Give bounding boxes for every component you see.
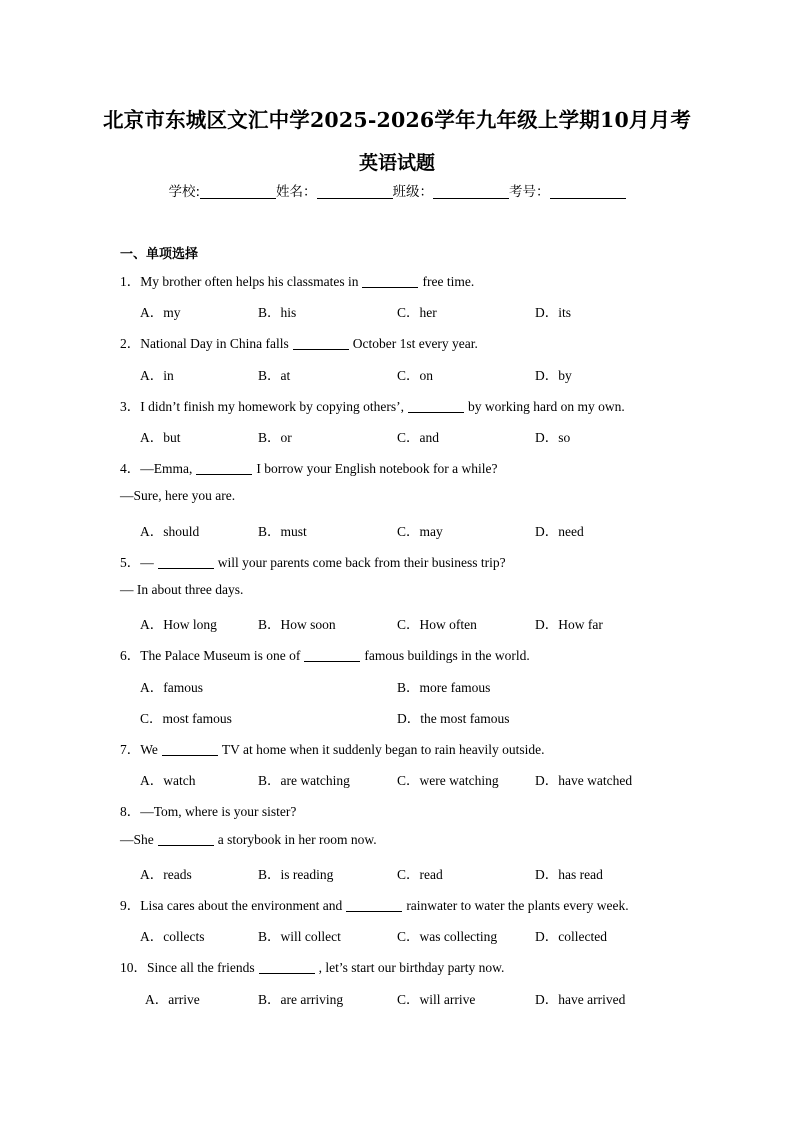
option-d[interactable]: D．How far (535, 617, 603, 632)
answer-blank[interactable] (293, 337, 349, 350)
question-number: 3． (120, 399, 141, 414)
question-number: 5． (120, 555, 141, 570)
question-text: October 1st every year. (352, 336, 478, 351)
answer-blank[interactable] (162, 743, 218, 756)
question-3 (120, 395, 625, 415)
option-b[interactable]: B．How soon (258, 617, 336, 632)
student-info-line (0, 180, 794, 200)
option-c[interactable]: C．her (397, 305, 437, 320)
question-text: TV at home when it suddenly began to rain heavily outside. (221, 742, 545, 757)
option-a[interactable]: A．in (140, 368, 174, 383)
option-c[interactable]: C．and (397, 430, 439, 445)
option-b[interactable]: B．his (258, 305, 297, 320)
school-blank[interactable] (200, 184, 276, 199)
question-text: We (140, 742, 158, 757)
question-text: will your parents come back from their business trip? (217, 555, 506, 570)
question-text: famous buildings in the world. (364, 648, 530, 663)
question-text: by working hard on my own. (467, 399, 625, 414)
answer-blank[interactable] (362, 275, 418, 288)
option-a[interactable]: A．my (140, 305, 181, 320)
option-a[interactable]: A．should (140, 524, 200, 539)
question-text: — (140, 555, 154, 570)
question-text: I borrow your English notebook for a while? (256, 461, 498, 476)
question-2 (120, 332, 478, 352)
question-number: 4． (120, 461, 141, 476)
question-number: 2． (120, 336, 141, 351)
option-a[interactable]: A．reads (140, 867, 192, 882)
question-number: 10． (120, 960, 147, 975)
option-c[interactable]: C．on (397, 368, 434, 383)
option-d[interactable]: D．its (535, 305, 572, 320)
question-text: —Tom, where is your sister? (140, 804, 297, 819)
answer-blank[interactable] (196, 462, 252, 475)
class-label: 班级： (392, 184, 434, 200)
question-text: National Day in China falls (140, 336, 289, 351)
option-a[interactable]: A．but (140, 430, 181, 445)
question-text: —She (120, 832, 154, 847)
option-a[interactable]: A．watch (140, 773, 196, 788)
answer-blank[interactable] (346, 899, 402, 912)
option-b[interactable]: B．must (258, 524, 307, 539)
exam-title: 北京市东城区文汇中学2025-2026学年九年级上学期10月月考 (102, 108, 692, 132)
option-a[interactable]: A．How long (140, 617, 217, 632)
question-5 (120, 551, 506, 571)
option-d[interactable]: D．the most famous (397, 711, 510, 726)
question-6 (120, 644, 530, 664)
school-label: 学校: (168, 184, 201, 200)
option-a[interactable]: A．collects (140, 929, 205, 944)
section-heading: 一、单项选择 (120, 247, 199, 262)
exam-subtitle: 英语试题 (358, 152, 435, 174)
question-8 (120, 800, 296, 820)
question-text: rainwater to water the plants every week. (406, 898, 629, 913)
option-b[interactable]: B．or (258, 430, 292, 445)
option-b[interactable]: B．will collect (258, 929, 341, 944)
question-text: —Emma, (140, 461, 193, 476)
option-c[interactable]: C．read (397, 867, 443, 882)
question-number: 8． (120, 804, 141, 819)
question-text: Since all the friends (147, 960, 255, 975)
option-d[interactable]: D．has read (535, 867, 603, 882)
option-d[interactable]: D．have watched (535, 773, 633, 788)
question-text: The Palace Museum is one of (140, 648, 301, 663)
question-text: My brother often helps his classmates in (140, 274, 359, 289)
class-blank[interactable] (433, 184, 509, 199)
answer-blank[interactable] (158, 556, 214, 569)
question-text: Lisa cares about the environment and (140, 898, 343, 913)
option-d[interactable]: D．so (535, 430, 571, 445)
name-label: 姓名： (276, 184, 317, 200)
option-b[interactable]: B．are watching (258, 773, 350, 788)
question-number: 1． (120, 274, 141, 289)
option-c[interactable]: C．will arrive (397, 992, 476, 1007)
question-7 (120, 738, 544, 758)
question-text: a storybook in her room now. (217, 832, 377, 847)
question-number: 7． (120, 742, 141, 757)
option-d[interactable]: D．need (535, 524, 584, 539)
question-text: free time. (422, 274, 475, 289)
option-b[interactable]: B．are arriving (258, 992, 344, 1007)
option-b[interactable]: B．more famous (397, 680, 491, 695)
option-c[interactable]: C．was collecting (397, 929, 498, 944)
answer-blank[interactable] (408, 400, 464, 413)
exam-no-label: 考号： (509, 184, 550, 200)
answer-blank[interactable] (158, 833, 214, 846)
question-number: 6． (120, 648, 141, 663)
question-number: 9． (120, 898, 141, 913)
option-b[interactable]: B．is reading (258, 867, 334, 882)
dialogue-response: — In about three days. (120, 582, 244, 597)
option-c[interactable]: C．most famous (140, 711, 232, 726)
option-c[interactable]: C．were watching (397, 773, 499, 788)
dialogue-response: —Sure, here you are. (120, 488, 236, 503)
question-10 (120, 956, 504, 976)
option-a[interactable]: A．arrive (145, 992, 200, 1007)
option-d[interactable]: D．collected (535, 929, 607, 944)
option-c[interactable]: C．may (397, 524, 443, 539)
question-text: I didn’t finish my homework by copying others’, (140, 399, 404, 414)
name-blank[interactable] (317, 184, 393, 199)
option-d[interactable]: D．have arrived (535, 992, 626, 1007)
option-a[interactable]: A．famous (140, 680, 203, 695)
exam-no-blank[interactable] (550, 184, 626, 199)
option-b[interactable]: B．at (258, 368, 291, 383)
question-text: , let’s start our birthday party now. (318, 960, 505, 975)
option-c[interactable]: C．How often (397, 617, 477, 632)
answer-blank[interactable] (304, 649, 360, 662)
option-d[interactable]: D．by (535, 368, 572, 383)
dialogue-response (120, 832, 377, 848)
question-9 (120, 894, 629, 914)
question-1 (120, 270, 474, 290)
answer-blank[interactable] (259, 961, 315, 974)
question-4 (120, 457, 497, 477)
